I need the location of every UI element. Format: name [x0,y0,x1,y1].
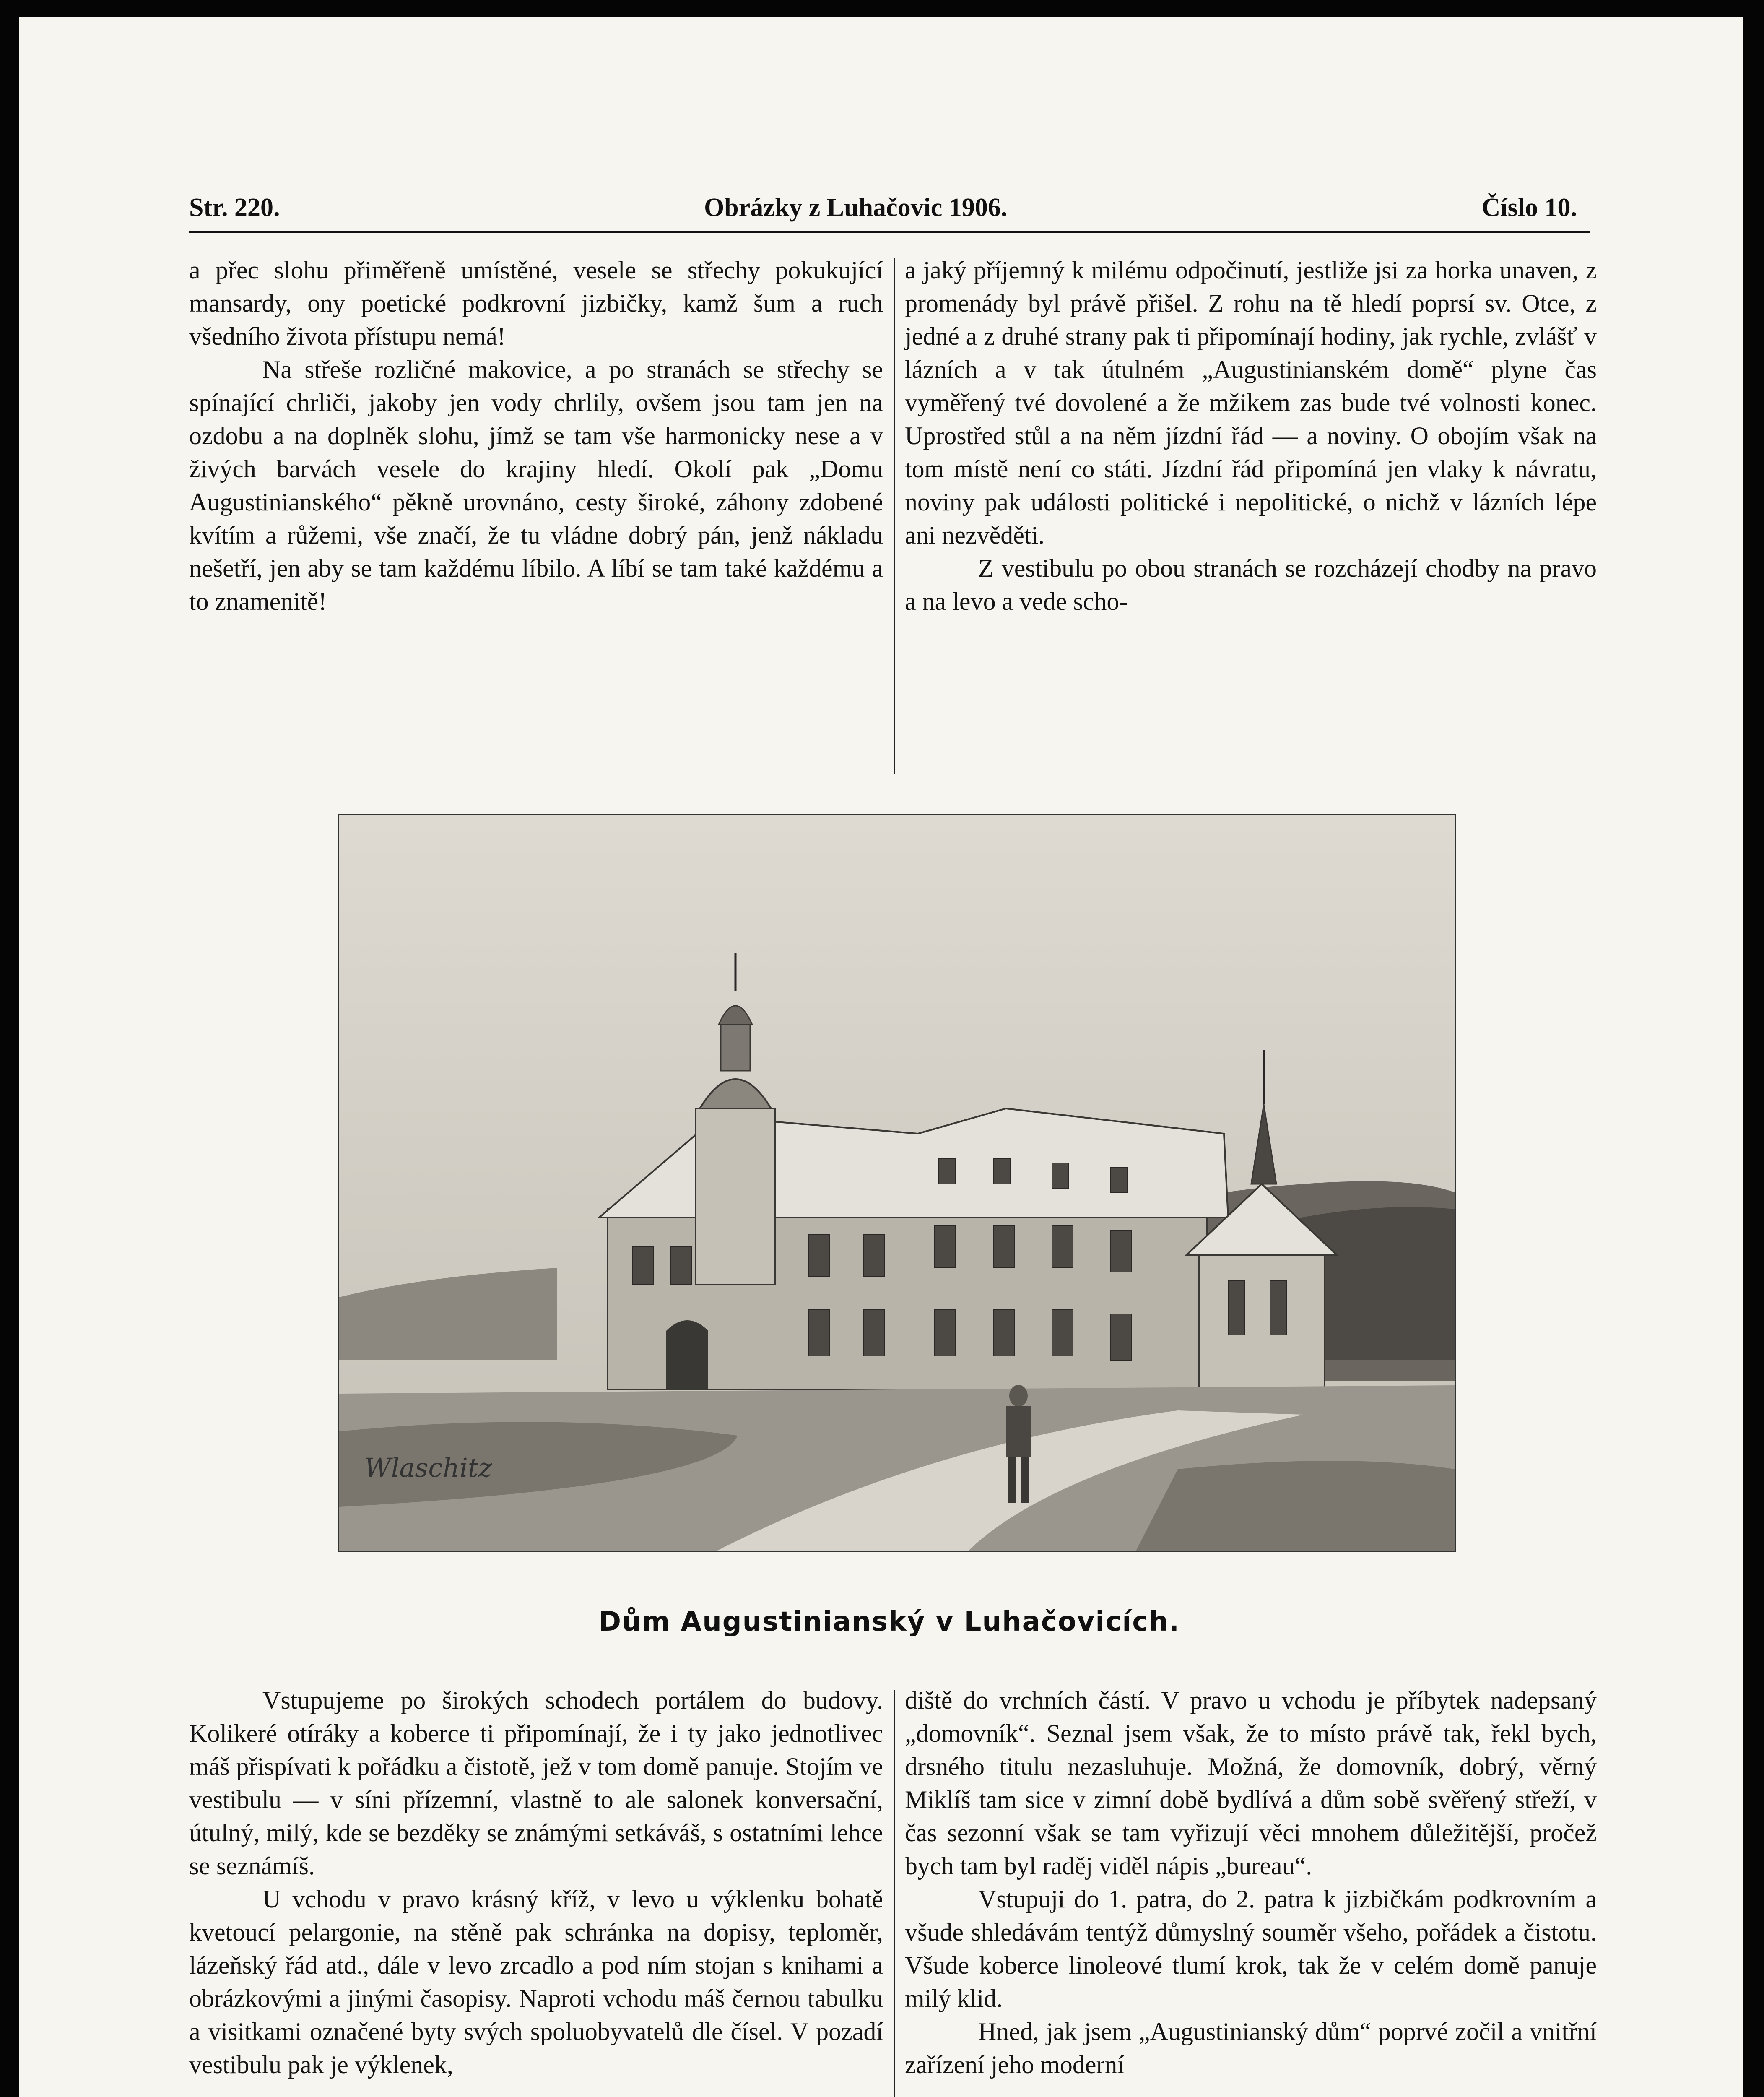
text-column-top-left [189,254,883,618]
publication-title: Obrázky z Luhačovic 1906. [704,193,1008,222]
magazine-page [19,17,1743,2097]
text-column-bottom-left [189,1684,883,2081]
paragraph: a přec slohu přiměřeně umístěné, vesele se střechy pokukující mansardy, ony poetické podkrovní jizbičky, kamž šum a ruch všedního života přístupu nemá! [189,256,883,350]
column-divider [894,258,895,774]
paragraph: diště do vrchních částí. V pravo u vchodu je příbytek nadepsaný „domovník“. Seznal jsem však, že to místo právě tak, řekl bych, drsného titulu nezasluhuje. Možná, že domovník, dobrý, věrný Miklíš tam sice v zimní době bydlívá a dům sobě svěřený střeží, v čas sezonní však se tam vyřizují věci mnohem důležitější, pročež bych tam byl raděj viděl nápis „bureau“. [905,1686,1597,1880]
paragraph: Z vestibulu po obou stranách se rozcházejí chodby na pravo a na levo a vede scho- [905,554,1597,615]
issue-number: Číslo 10. [1481,193,1577,222]
page-number: Str. 220. [189,193,280,222]
building-drawing [339,815,1455,1551]
paragraph: a jaký příjemný k milému odpočinutí, jestliže jsi za horka unaven, z promenády byl právě přišel. Z rohu na tě hledí poprsí sv. Otce, z jedné a z druhé strany pak ti připomínají hodiny, jak rychle, zvlášť v lázních a v tak útulném „Augustinianském domě“ plyne čas vyměřený tvé dovolené a že mžikem zas bude tvé volnosti konec. Uprostřed stůl a na něm jízdní řád — a noviny. O obojím však na tom místě není co státi. Jízdní řád připomíná jen vlaky k návratu, noviny pak události politické i nepolitické, o nichž v lázních lépe ani nezvěděti. [905,256,1597,549]
text-column-top-right [905,254,1597,618]
figure-caption: Dům Augustinianský v Luhačovicích. [599,1606,1180,1637]
column-divider [894,1690,895,2097]
paragraph: Hned, jak jsem „Augustinianský dům“ poprvé zočil a vnitřní zařízení jeho moderní [905,2018,1597,2079]
paragraph: Vstupuji do 1. patra, do 2. patra k jizbičkám podkrovním a všude shledávám tentýž důmyslný souměr všeho, pořádek a čistotu. Všude koberce linoleové tlumí krok, tak že v celém domě panuje milý klid. [905,1885,1597,2012]
paragraph: Na střeše rozličné makovice, a po stranách se střechy se spínající chrliči, jakoby jen vody chrlily, ovšem jsou tam jen na ozdobu a na doplněk slohu, jímž se tam vše harmonicky nese a v živých barvách vesele do krajiny hledí. Okolí pak „Domu Augustinianského“ pěkně urovnáno, cesty široké, záhony zdobené kvítím a růžemi, vše značí, že tu vládne dobrý pán, jenž nákladu nešetří, jen aby se tam každému líbilo. A líbí se tam také každému a to znamenitě! [189,356,883,615]
page-header [189,180,1590,233]
paragraph: Vstupujeme po širokých schodech portálem do budovy. Kolikeré otíráky a koberce ti připomínají, že i ty jako jednotlivec máš přispívati k pořádku a čistotě, jež v tom domě panuje. Stojím ve vestibulu — v síni přízemní, vlastně to ale salonek konversační, útulný, milý, kde se bezděky se známými setkáváš, s ostatními lehce se seznámíš. [189,1686,883,1880]
text-column-bottom-right [905,1684,1597,2081]
paragraph: U vchodu v pravo krásný kříž, v levo u výklenku bohatě kvetoucí pelargonie, na stěně pak schránka na dopisy, teploměr, lázeňský řád atd., dále v levo zrcadlo a pod ním stojan s knihami a obrázkovými a jinými časopisy. Naproti vchodu máš černou tabulku a visitkami označené byty svých spoluobyvatelů dle čísel. V pozadí vestibulu pak je výklenek, [189,1885,883,2079]
artist-signature: Wlaschitz [364,1452,492,1483]
building-illustration [338,814,1456,1552]
